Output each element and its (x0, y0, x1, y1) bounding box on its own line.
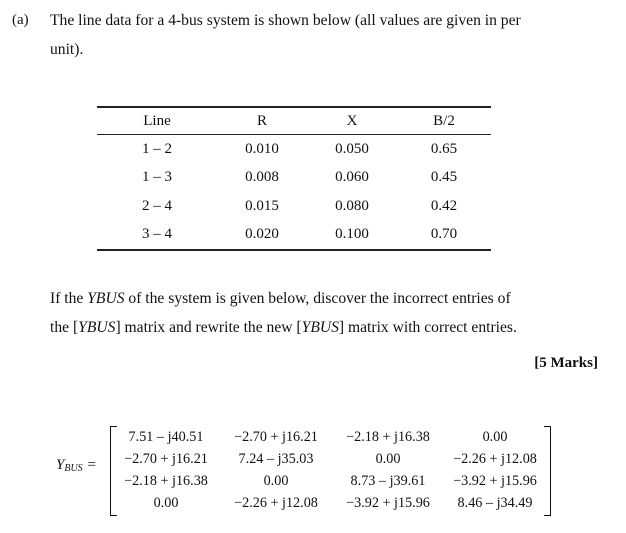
cell-r: 0.015 (245, 197, 279, 214)
line-data-table (97, 106, 491, 251)
instruction-text-line-2 (50, 319, 517, 337)
header-line: Line (143, 112, 171, 129)
ybus-symbol: YBUS (301, 319, 339, 336)
matrix-row (112, 448, 546, 470)
matrix-cell: −2.70 + j16.21 (124, 450, 208, 467)
cell-x: 0.050 (335, 140, 369, 157)
cell-b-half: 0.42 (430, 197, 458, 214)
cell-x: 0.060 (335, 169, 369, 186)
cell-b-half: 0.70 (430, 226, 458, 243)
matrix-cell: −3.92 + j15.96 (346, 494, 430, 511)
cell-line: 3 – 4 (142, 226, 172, 243)
matrix-cell: 0.00 (153, 494, 179, 511)
ybus-symbol: YBUS (87, 290, 125, 307)
question-text-line-2: unit). (50, 41, 84, 58)
matrix-row (112, 492, 546, 514)
table-row (97, 164, 491, 193)
matrix-cell: 0.00 (375, 450, 401, 467)
cell-r: 0.008 (245, 169, 279, 186)
cell-b-half: 0.45 (430, 169, 458, 186)
marks-label: [5 Marks] (534, 355, 598, 371)
table-row (97, 135, 491, 164)
header-b-half: B/2 (433, 112, 455, 129)
matrix-cell: 8.73 – j39.61 (350, 472, 426, 489)
table-row (97, 192, 491, 221)
matrix-cell: −2.26 + j12.08 (453, 450, 537, 467)
instruction-text-line-1 (50, 290, 511, 308)
question-label: (a) (12, 12, 29, 28)
table-row (97, 221, 491, 250)
cell-line: 1 – 3 (142, 169, 172, 186)
matrix-row (112, 426, 546, 448)
matrix-cell: 0.00 (482, 428, 508, 445)
header-r: R (256, 112, 267, 129)
cell-b-half: 0.65 (430, 140, 458, 157)
cell-x: 0.100 (335, 226, 369, 243)
matrix-cell: −2.18 + j16.38 (124, 472, 208, 489)
matrix-cell: −2.70 + j16.21 (234, 428, 318, 445)
ybus-matrix-label: $Y_{BUS}$ = (56, 457, 97, 474)
matrix-cell: 8.46 – j34.49 (457, 494, 533, 511)
matrix-cell: −2.18 + j16.38 (346, 428, 430, 445)
instruction-text-fragment: the [ (50, 319, 79, 336)
instruction-text-fragment: ] matrix and rewrite the new [ (115, 319, 302, 336)
ybus-matrix (112, 426, 546, 514)
header-x: X (346, 112, 358, 129)
instruction-text-fragment: If the (50, 290, 88, 307)
table-bottom-rule (97, 249, 491, 251)
cell-line: 1 – 2 (142, 140, 172, 157)
question-text-line-1: The line data for a 4-bus system is shown below (all values are given in per (50, 12, 521, 29)
matrix-row (112, 470, 546, 492)
matrix-cell: −2.26 + j12.08 (234, 494, 318, 511)
cell-x: 0.080 (335, 197, 369, 214)
instruction-text-fragment: ] matrix with correct entries. (338, 319, 517, 336)
matrix-cell: 7.51 – j40.51 (128, 428, 204, 445)
cell-r: 0.010 (245, 140, 279, 157)
matrix-cell: 0.00 (263, 472, 289, 489)
cell-line: 2 – 4 (142, 197, 172, 214)
table-header-row (97, 108, 491, 134)
matrix-cell: −3.92 + j15.96 (453, 472, 537, 489)
ybus-symbol: YBUS (78, 319, 116, 336)
cell-r: 0.020 (245, 226, 279, 243)
instruction-text-fragment: of the system is given below, discover the incorrect entries of (124, 290, 511, 307)
matrix-cell: 7.24 – j35.03 (238, 450, 314, 467)
